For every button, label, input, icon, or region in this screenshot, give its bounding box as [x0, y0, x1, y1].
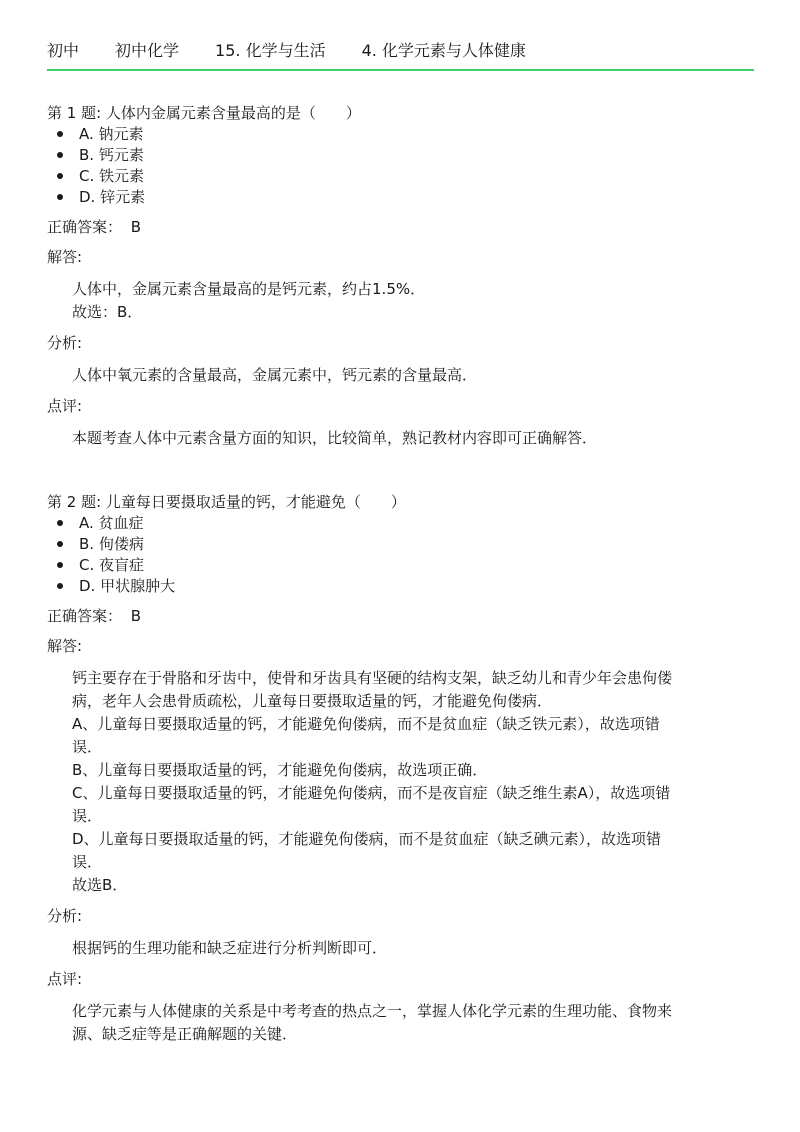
solution-line: 人体中，金属元素含量最高的是钙元素，约占1.5%． — [72, 280, 426, 298]
option-c: C. 夜盲症 — [71, 555, 747, 576]
analysis-label: 分析: — [47, 907, 83, 925]
solution-line: 钙主要存在于骨胳和牙齿中，使骨和牙齿具有坚硬的结构支架，缺乏幼儿和青少年会患佝偻 — [72, 669, 673, 687]
solution-label: 解答: — [47, 248, 83, 266]
solution-body — [72, 667, 747, 897]
solution-line: 误． — [72, 853, 103, 871]
breadcrumb-item[interactable]: 15. 化学与生活 — [215, 41, 326, 60]
answer-row — [47, 606, 747, 627]
solution-line: D、儿童每日要摄取适量的钙，才能避免佝偻病，而不是贫血症（缺乏碘元素），故选项错 — [72, 830, 662, 848]
answer-value: B — [130, 218, 142, 236]
comment-line: 源、缺乏症等是正确解题的关键． — [72, 1025, 298, 1043]
comment-line: 本题考查人体中元素含量方面的知识，比较简单，熟记教材内容即可正确解答． — [72, 429, 598, 447]
analysis-body — [72, 937, 747, 960]
solution-line: B、儿童每日要摄取适量的钙，才能避免佝偻病，故选项正确． — [72, 761, 488, 779]
solution-body — [72, 278, 747, 324]
question-title: 第 1 题: 人体内金属元素含量最高的是（ ） — [47, 104, 361, 122]
answer-value: B — [130, 607, 142, 625]
breadcrumb-item[interactable]: 初中 — [47, 41, 80, 60]
analysis-line: 人体中氧元素的含量最高，金属元素中，钙元素的含量最高． — [72, 366, 478, 384]
answer-label: 正确答案： — [47, 607, 123, 625]
option-d: D. 锌元素 — [71, 187, 747, 208]
option-d: D. 甲状腺肿大 — [71, 576, 747, 597]
solution-line: 误． — [72, 807, 103, 825]
option-b: B. 钙元素 — [71, 145, 747, 166]
answer-label: 正确答案： — [47, 218, 123, 236]
analysis-line: 根据钙的生理功能和缺乏症进行分析判断即可． — [72, 939, 388, 957]
comment-line: 化学元素与人体健康的关系是中考考查的热点之一，掌握人体化学元素的生理功能、食物来 — [72, 1002, 673, 1020]
breadcrumb — [47, 38, 562, 61]
analysis-body — [72, 364, 747, 387]
comment-body — [72, 1000, 747, 1046]
comment-body — [72, 427, 747, 450]
breadcrumb-item[interactable]: 初中化学 — [115, 41, 180, 60]
option-list — [47, 124, 747, 208]
question-2 — [47, 492, 747, 1046]
breadcrumb-item[interactable]: 4. 化学元素与人体健康 — [361, 41, 526, 60]
solution-line: 故选B． — [72, 876, 128, 894]
solution-line: C、儿童每日要摄取适量的钙，才能避免佝偻病，而不是夜盲症（缺乏维生素A），故选项错 — [72, 784, 671, 802]
solution-line: A、儿童每日要摄取适量的钙，才能避免佝偻病，而不是贫血症（缺乏铁元素），故选项错 — [72, 715, 660, 733]
option-b: B. 佝偻病 — [71, 534, 747, 555]
solution-line: 病，老年人会患骨质疏松，儿童每日要摄取适量的钙，才能避免佝偻病． — [72, 692, 553, 710]
question-title: 第 2 题: 儿童每日要摄取适量的钙，才能避免（ ） — [47, 493, 406, 511]
solution-line: 误． — [72, 738, 103, 756]
comment-label: 点评: — [47, 970, 83, 988]
solution-label: 解答: — [47, 637, 83, 655]
comment-label: 点评: — [47, 397, 83, 415]
option-c: C. 铁元素 — [71, 166, 747, 187]
answer-row — [47, 217, 747, 238]
option-a: A. 贫血症 — [71, 513, 747, 534]
option-list — [47, 513, 747, 597]
question-1 — [47, 103, 747, 450]
header-divider — [47, 69, 754, 71]
option-a: A. 钠元素 — [71, 124, 747, 145]
analysis-label: 分析: — [47, 334, 83, 352]
solution-line: 故选：B． — [72, 303, 143, 321]
